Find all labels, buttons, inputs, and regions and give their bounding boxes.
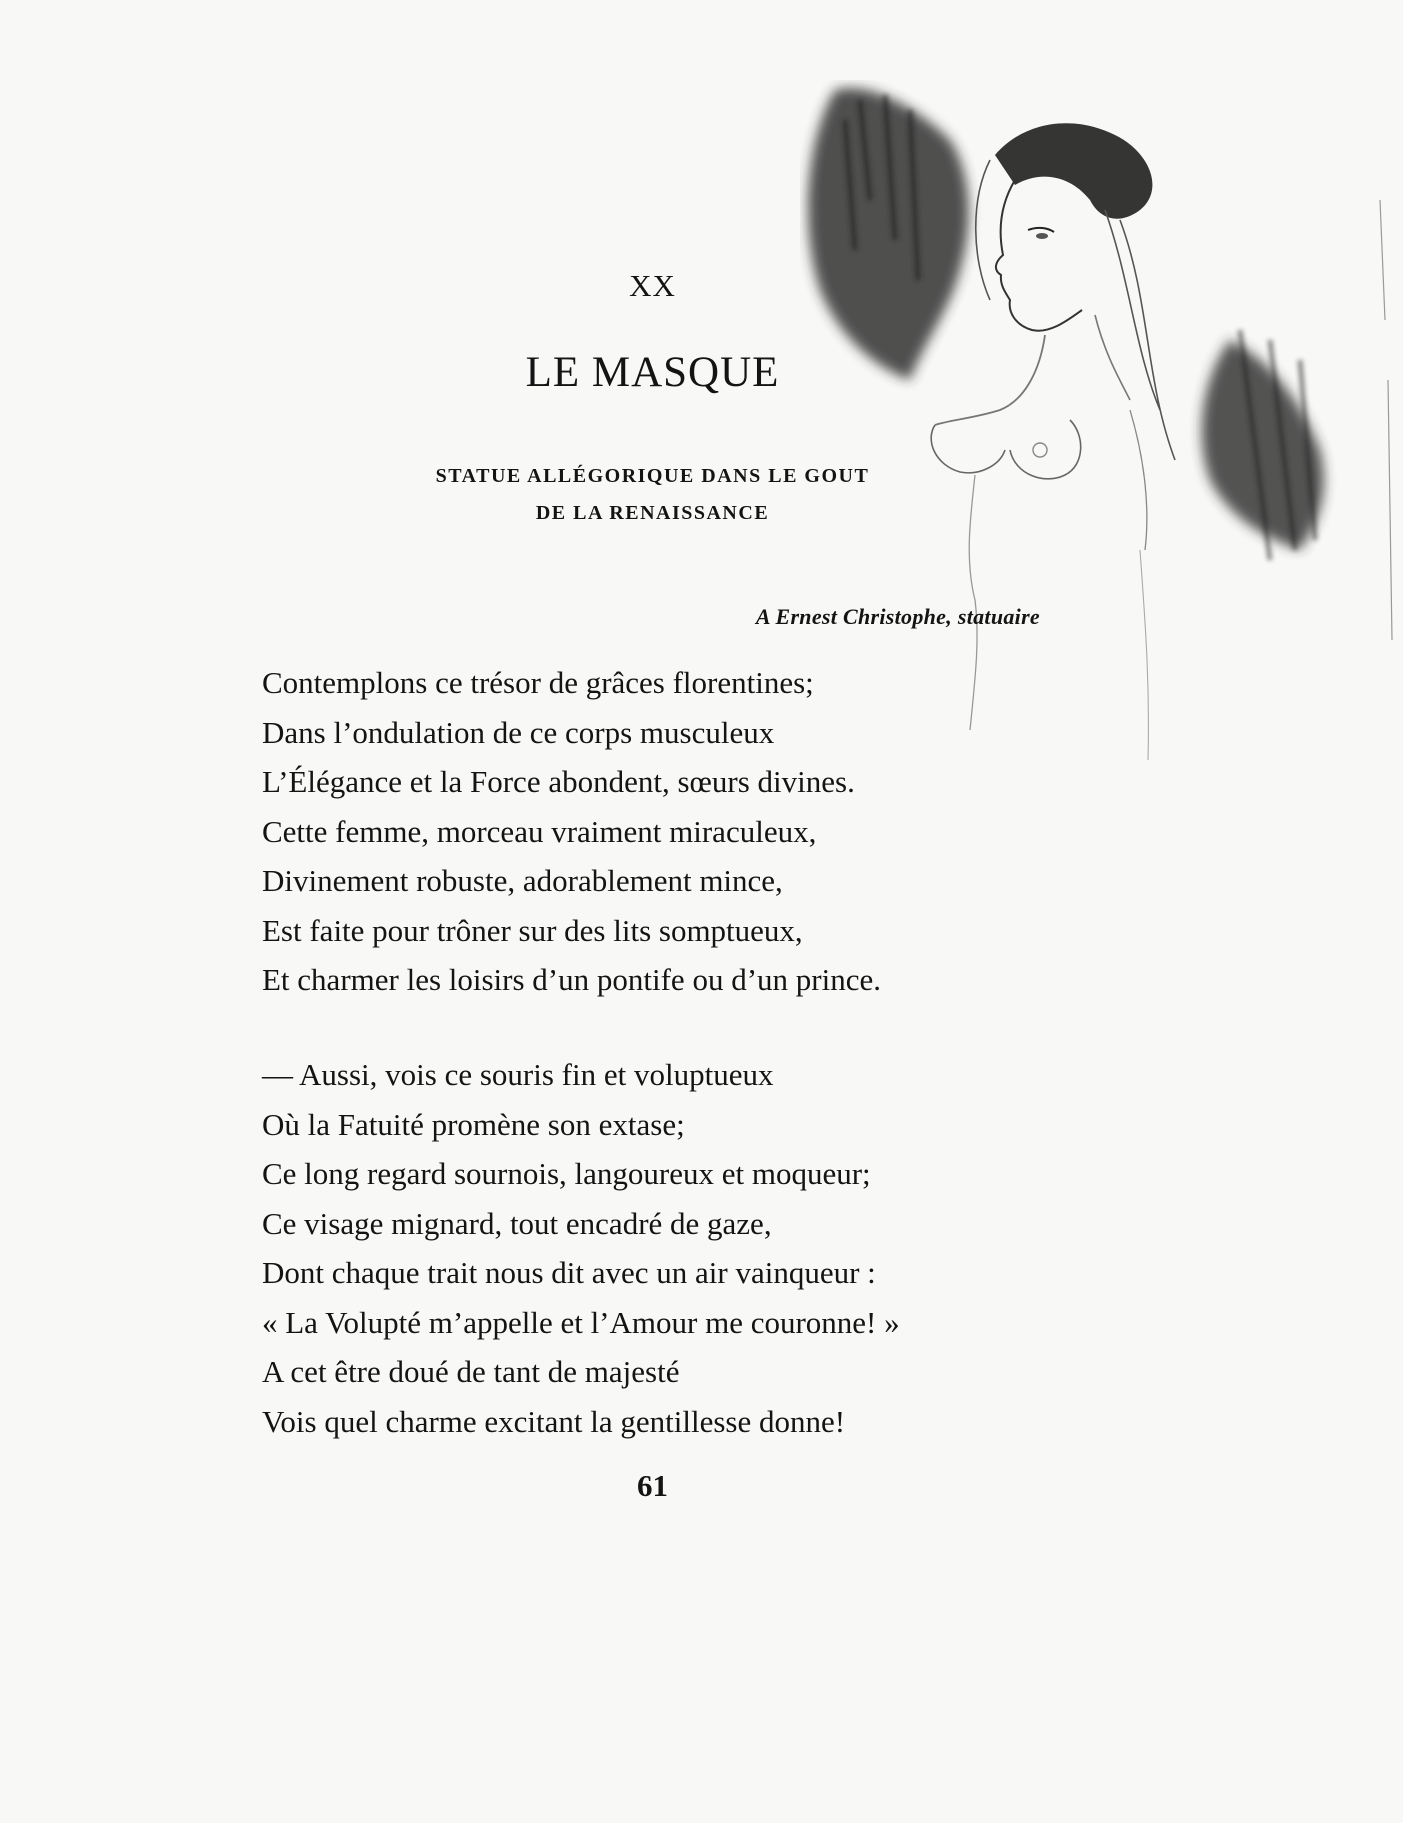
section-number: XX [629,268,676,303]
stanza [262,658,881,1005]
verse-line: Dans l’ondulation de ce corps musculeux [262,714,775,750]
page-number: 61 [637,1468,668,1503]
verse-line: Cette femme, morceau vraiment miraculeux, [262,813,817,849]
stanza [262,1050,900,1446]
poem-subtitle [0,458,1305,532]
verse-line: Où la Fatuité promène son extase; [262,1106,685,1142]
verse-line: Dont chaque trait nous dit avec un air vainqueur : [262,1255,876,1290]
subtitle-line: STATUE ALLÉGORIQUE DANS LE GOUT [435,465,870,487]
verse-line: Vois quel charme excitant la gentillesse donne! [262,1403,846,1439]
poem-title: LE MASQUE [525,349,780,396]
verse-line: Divinement robuste, adorablement mince, [262,863,783,898]
verse-line: — Aussi, vois ce souris fin et voluptueux [262,1057,774,1092]
verse-line: A cet être doué de tant de majesté [262,1354,680,1389]
dedication: A Ernest Christophe, statuaire [755,604,1040,629]
verse-line: Ce long regard sournois, langoureux et moqueur; [262,1156,871,1191]
subtitle-line: DE LA RENAISSANCE [535,502,770,524]
verse-line: « La Volupté m’appelle et l’Amour me couronne! » [262,1304,900,1340]
verse-line: Est faite pour trôner sur des lits somptueux, [262,912,803,948]
verse-line: Ce visage mignard, tout encadré de gaze, [262,1205,772,1241]
verse-line: Contemplons ce trésor de grâces florentines; [262,665,814,700]
verse-line: L’Élégance et la Force abondent, sœurs divines. [262,764,855,799]
verse-line: Et charmer les loisirs d’un pontife ou d’un prince. [262,962,881,997]
